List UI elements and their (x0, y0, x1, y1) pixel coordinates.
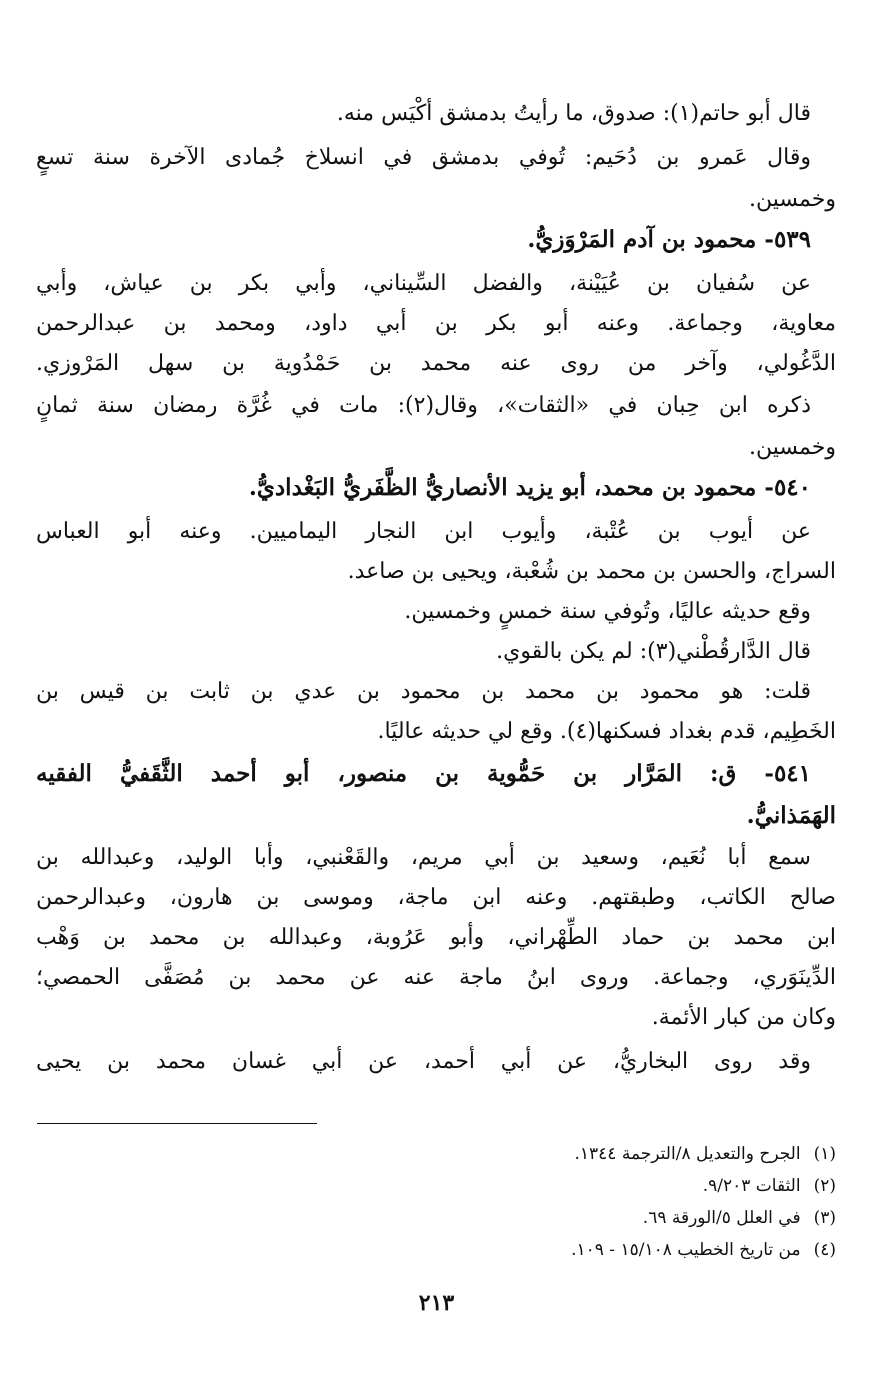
text-line: معاوية، وجماعة. وعنه أبو بكر بن أبي داود، ومحمد بن عبدالرحمن (36, 311, 836, 336)
text-line: وقال عَمرو بن دُحَيم: تُوفي بدمشق في انسلاخ جُمادى الآخرة سنة تسعٍ (36, 145, 811, 170)
text-line: ذكره ابن حِبان في «الثقات»، وقال(٢): مات في غُرَّة رمضان سنة ثمانٍ (36, 393, 811, 418)
text-line: عن سُفيان بن عُيَيْنة، والفضل السِّيناني، وأبي بكر بن عياش، وأبي (36, 271, 811, 296)
footnote-3 (36, 1204, 836, 1232)
footnote-separator (37, 1123, 317, 1124)
entry-heading-539: ٥٣٩- محمود بن آدم المَرْوَزيُّ. (527, 226, 811, 253)
entry-heading-541-cont: الهَمَذانيُّ. (746, 802, 836, 829)
footnote-text: من تاريخ الخطيب ١٥/١٠٨ - ١٠٩. (571, 1240, 801, 1260)
footnote-number: (٣) (813, 1208, 836, 1228)
text-line: الدِّينَوَري، وجماعة. وروى ابنُ ماجة عنه عن محمد بن مُصَفَّى الحمصي؛ (36, 965, 836, 990)
text-line: قال الدَّارقُطْني(٣): لم يكن بالقوي. (496, 639, 811, 664)
text-line: الدَّغُولي، وآخر من روى عنه محمد بن حَمْدُوية بن سهل المَرْوزي. (36, 351, 836, 376)
text-line: وخمسين. (749, 435, 836, 460)
footnote-number: (٢) (813, 1176, 836, 1196)
footnote-2 (36, 1172, 836, 1200)
text-line: وكان من كبار الأئمة. (651, 1005, 836, 1030)
text-line: قال أبو حاتم(١): صدوق، ما رأيتُ بدمشق أكْيَس منه. (336, 101, 811, 126)
footnote-text: في العلل ٥/الورقة ٦٩. (642, 1208, 801, 1228)
text-line: وخمسين. (749, 187, 836, 212)
footnote-number: (٤) (813, 1240, 836, 1260)
footnote-text: الجرح والتعديل ٨/الترجمة ١٣٤٤. (574, 1144, 801, 1164)
text-line: ابن محمد بن حماد الطِّهْراني، وأبو عَرُوبة، وعبدالله بن محمد بن وَهْب (36, 925, 836, 950)
text-line: صالح الكاتب، وطبقتهم. وعنه ابن ماجة، وموسى بن هارون، وعبدالرحمن (36, 885, 836, 910)
text-line: السراج، والحسن بن محمد بن شُعْبة، ويحيى بن صاعد. (347, 559, 836, 584)
text-line: قلت: هو محمود بن محمد بن محمود بن عدي بن ثابت بن قيس بن (36, 679, 811, 704)
text-line: عن أيوب بن عُتْبة، وأيوب ابن النجار اليماميين. وعنه أبو العباس (36, 519, 811, 544)
entry-heading-541: ٥٤١- ق: المَرَّار بن حَمُّوية بن منصور، أبو أحمد الثَّقَفيُّ الفقيه (36, 760, 811, 787)
page-number: ٢١٣ (418, 1290, 455, 1316)
text-line: وقع حديثه عاليًا، وتُوفي سنة خمسٍ وخمسين. (404, 599, 811, 624)
entry-heading-540: ٥٤٠- محمود بن محمد، أبو يزيد الأنصاريُّ الظَّفَريُّ البَغْداديُّ. (248, 474, 811, 501)
text-line: الخَطِيم، قدم بغداد فسكنها(٤). وقع لي حديثه عاليًا. (377, 719, 836, 744)
footnote-text: الثقات ٩/٢٠٣. (702, 1176, 801, 1196)
footnote-1 (36, 1140, 836, 1168)
text-line: سمع أبا نُعَيم، وسعيد بن أبي مريم، والقَعْنبي، وأبا الوليد، وعبدالله بن (36, 845, 811, 870)
text-line: وقد روى البخاريُّ، عن أبي أحمد، عن أبي غسان محمد بن يحيى (36, 1049, 811, 1074)
footnote-number: (١) (813, 1144, 836, 1164)
footnote-4 (36, 1236, 836, 1264)
